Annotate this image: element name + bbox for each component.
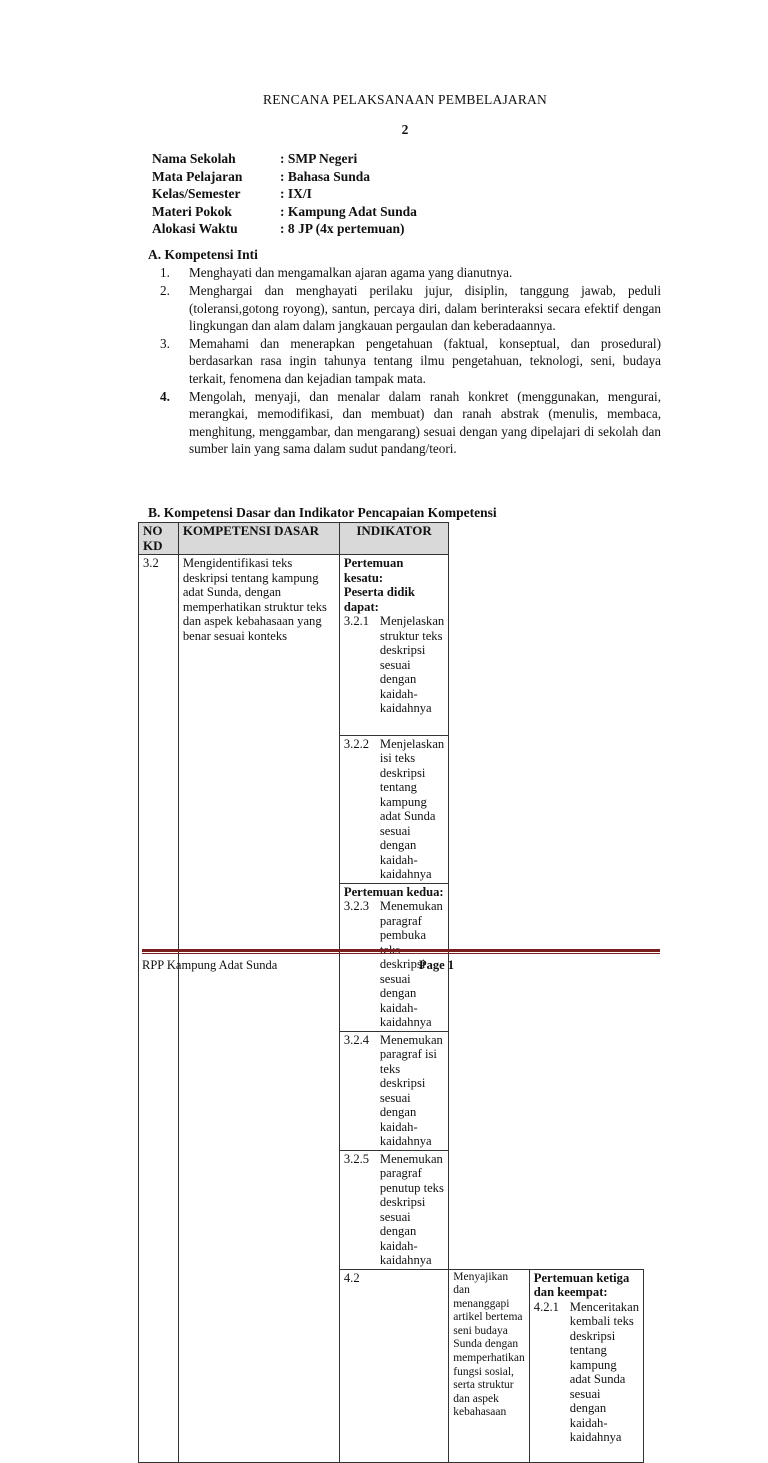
section-a-title: A. Kompetensi Inti [148,247,258,262]
list-text: Memahami dan menerapkan pengetahuan (faktual, konseptual, dan prosedural) berdasarkan rasa ingin tahunya tentang ilmu pengetahuan, teknologi, seni, budaya terkait, fenomena dan kejadian tampak mata. [189,336,661,386]
indicator-code: 3.2.2 [343,736,370,751]
indicator-code: 3.2.3 [343,899,370,913]
indicator-item [344,614,444,716]
list-number: 2. [160,283,170,299]
indicator-item [344,1152,444,1268]
list-item [160,388,661,457]
kd-number: 3.2 [139,555,179,1463]
info-label: Materi Pokok [152,203,232,219]
list-item [160,282,661,334]
info-row [152,203,417,221]
indicator-code: 3.2.1 [343,614,370,628]
info-row [152,185,417,203]
indicator-cell [339,883,448,1031]
info-label: Alokasi Waktu [152,221,238,237]
header-kompetensi-dasar: KOMPETENSI DASAR [178,523,339,555]
indicator-cell [529,1269,643,1462]
info-value: : IX/I [280,186,312,202]
footer-page-number: Page 1 [419,958,455,972]
kd-number: 4.2 [339,1269,448,1462]
meeting-title: Pertemuan ketiga dan keempat: [533,1270,630,1299]
table-row [139,555,644,736]
info-row [152,168,417,186]
info-row [152,220,417,238]
kompetensi-table [138,522,644,1463]
table-header-row [139,523,644,555]
section-b-title: B. Kompetensi Dasar dan Indikator Pencapaian Kompetensi [148,505,497,520]
list-number: 4. [160,389,170,405]
info-value: : Kampung Adat Sunda [280,203,417,219]
indicator-cell [339,1150,448,1269]
meeting-subtitle: Peserta didik dapat: [343,585,415,614]
header-indikator: INDIKATOR [339,523,448,555]
list-item [160,264,661,281]
document-title: RENCANA PELAKSANAAN PEMBELAJARAN [263,92,547,107]
header-no-kd: NO KD [139,523,179,555]
indicator-code: 3.2.5 [343,1151,370,1166]
indicator-item [344,1033,444,1149]
kd-text: Menyajikan dan menanggapi artikel bertema seni budaya Sunda dengan memperhatikan fungsi sosial, serta struktur dan aspek kebahasaan [449,1269,530,1462]
indicator-cell [339,1031,448,1150]
indicator-code: 4.2.1 [533,1299,559,1314]
kompetensi-inti-list [160,264,661,458]
list-number: 3. [160,336,170,352]
info-label: Mata Pelajaran [152,168,243,184]
list-text: Mengolah, menyaji, dan menalar dalam ranah konkret (menggunakan, mengurai, merangkai, memodifikasi, dan membuat) dan ranah abstrak (menulis, membaca, menghitung, menggambar, dan mengarang) sesuai dengan yang dipelajari di sekolah dan sumber lain yang sama dalam sudut pandang/teori. [189,389,661,456]
indicator-text: Menemukan paragraf penutup teks deskripsi sesuai dengan kaidah-kaidahnya [379,1151,444,1267]
list-text: Menghargai dan menghayati perilaku jujur, disiplin, tanggung jawab, peduli (toleransi,gotong royong), santun, percaya diri, dalam berinteraksi secara efektif dengan lingkungan dan alam dalam jangkauan pergaulan dan keberadaannya. [189,283,661,333]
list-number: 1. [160,265,170,280]
footer-rule-thin [142,953,660,954]
footer-doc-name: RPP Kampung Adat Sunda [142,958,278,972]
list-text: Menghayati dan mengamalkan ajaran agama yang dianutnya. [189,265,513,280]
info-label: Nama Sekolah [152,151,236,166]
indicator-item [534,1300,639,1445]
info-value: : Bahasa Sunda [280,168,371,184]
footer-rule [142,949,660,952]
identity-block [152,150,417,238]
indicator-text: Menjelaskan struktur teks deskripsi sesuai dengan kaidah-kaidahnya [379,614,445,715]
info-label: Kelas/Semester [152,186,241,202]
document-number: 2 [401,122,409,137]
info-value: : 8 JP (4x pertemuan) [280,221,405,237]
info-value: : SMP Negeri [280,151,358,166]
indicator-text: Menemukan paragraf pembuka deskripsi sesuai dengan kaidah-kaidahnya [379,899,443,1029]
kd-text: Mengidentifikasi teks deskripsi tentang kampung adat Sunda, dengan memperhatikan struktur teks dan aspek kebahasaan yang benar sesuai konteks [178,555,339,1463]
indicator-cell [339,735,448,883]
indicator-item [344,737,444,882]
indicator-text: Menceritakan kembali teks deskripsi tentang kampung adat Sunda sesuai dengan kaidah-kaidahnya [569,1299,639,1444]
meeting-title: Pertemuan kedua: [343,884,444,899]
list-item [160,335,661,387]
indicator-cell [339,555,448,736]
info-row [152,150,417,168]
indicator-text: Menemukan paragraf isi teks deskripsi sesuai dengan kaidah-kaidahnya [379,1032,443,1148]
indicator-text: Menjelaskan isi teks deskripsi tentang kampung adat Sunda sesuai dengan kaidah-kaidahnya [379,736,445,881]
indicator-code: 3.2.4 [343,1032,370,1047]
meeting-title: Pertemuan kesatu: [343,556,404,585]
